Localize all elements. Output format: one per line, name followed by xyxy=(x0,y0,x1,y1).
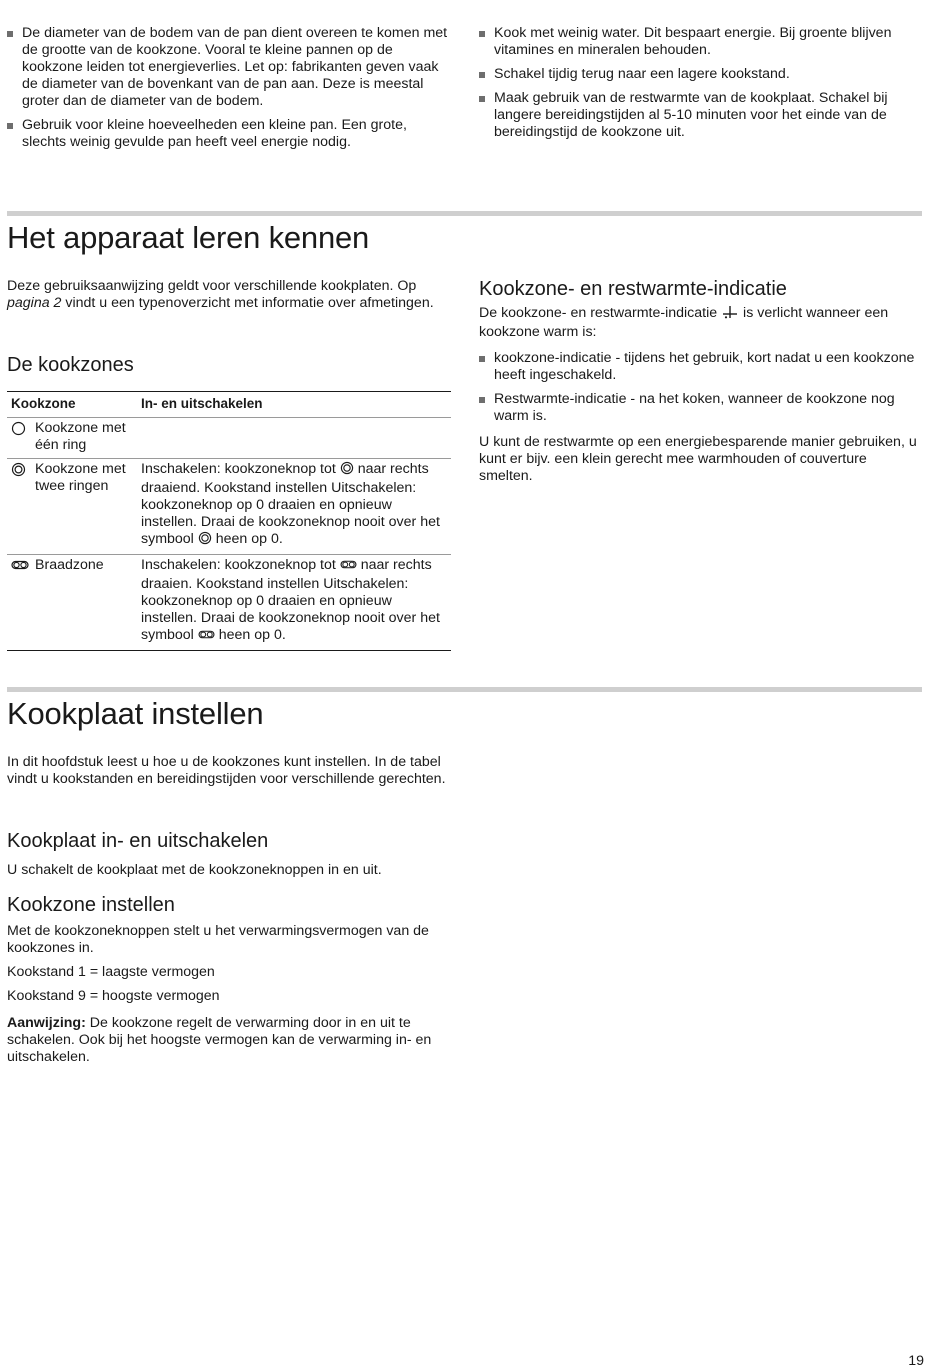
roaster-zone-icon xyxy=(11,557,35,577)
list-item: Maak gebruik van de restwarmte van de kookplaat. Schakel bij langere bereidingstijden al 5-10 minuten voor het einde van de bereidingstijd de kookzone uit. xyxy=(479,90,921,141)
level-min-line: Kookstand 1 = laagste vermogen xyxy=(7,964,215,980)
list-item: kookzone-indicatie - tijdens het gebruik, kort nadat u een kookzone heeft ingeschakeld. xyxy=(479,350,919,384)
column-header: In- en uitschakelen xyxy=(137,392,451,418)
level-max-line: Kookstand 9 = hoogste vermogen xyxy=(7,988,220,1004)
list-item: Kook met weinig water. Dit bespaart energie. Bij groente blijven vitamines en mineralen behouden. xyxy=(479,25,921,59)
onoff-heading: Kookplaat in- en uitschakelen xyxy=(7,830,269,852)
residual-heat-icon xyxy=(721,305,739,324)
zones-heading: De kookzones xyxy=(7,354,134,376)
section-title: Het apparaat leren kennen xyxy=(7,220,370,255)
onoff-paragraph: U schakelt de kookplaat met de kookzoneknoppen in en uit. xyxy=(7,862,382,878)
indicator-bullets xyxy=(479,350,919,432)
top-right-bullets xyxy=(479,25,921,148)
double-ring-icon xyxy=(198,531,212,550)
indicator-heading: Kookzone- en restwarmte-indicatie xyxy=(479,278,787,300)
double-ring-icon xyxy=(340,461,354,480)
list-item: Gebruik voor kleine hoeveelheden een kleine pan. Een grote, slechts weinig gevulde pan heeft veel energie nodig. xyxy=(7,117,449,151)
roaster-zone-icon xyxy=(340,558,357,576)
roaster-zone-icon xyxy=(198,628,215,646)
page-reference-link[interactable]: pagina 2 xyxy=(7,295,62,311)
zone-name: Kookzone met één ring xyxy=(35,420,126,453)
section-title: Kookplaat instellen xyxy=(7,696,264,731)
table-row: Kookzone met twee ringen Inschakelen: kookzoneknop tot naar rechts draaiend. Kookstand instellen Uitschakelen: kookzoneknop op 0 draaien en opnieuw instellen. Draai de kookzoneknop nooit over het symbool heen op 0. xyxy=(7,459,451,555)
zone-name: Braadzone xyxy=(35,557,104,573)
column-header: Kookzone xyxy=(7,392,137,418)
table-row xyxy=(7,418,451,459)
table-header-row xyxy=(7,392,451,418)
zone-setting-heading: Kookzone instellen xyxy=(7,894,175,916)
single-ring-icon xyxy=(11,420,35,441)
indicator-note: U kunt de restwarmte op een energiebesparende manier gebruiken, u kunt er bijv. een klein gerecht mee warmhouden of couverture smelten. xyxy=(479,434,917,484)
zones-table xyxy=(7,391,451,651)
list-item: Schakel tijdig terug naar een lagere kookstand. xyxy=(479,66,921,83)
double-ring-icon xyxy=(11,461,35,482)
note-paragraph: Aanwijzing: De kookzone regelt de verwarming door in en uit te schakelen. Ook bij het hoogste vermogen kan de verwarming in- en uitschakelen. xyxy=(7,1015,432,1065)
intro-paragraph: Deze gebruiksaanwijzing geldt voor verschillende kookplaten. Op pagina 2 vindt u een typenoverzicht met informatie over afmetingen. xyxy=(7,278,434,311)
indicator-paragraph: De kookzone- en restwarmte-indicatie is verlicht wanneer een kookzone warm is: xyxy=(479,305,889,340)
list-item: De diameter van de bodem van de pan dient overeen te komen met de grootte van de kookzone. Vooral te kleine pannen op de kookzone leiden tot energieverlies. Let op: fabrikanten geven vaak de diameter van de bovenkant van de pan aan. Deze is meestal groter dan de diameter van de bodem. xyxy=(7,25,449,110)
zone-setting-paragraph: Met de kookzoneknoppen stelt u het verwarmingsvermogen van de kookzones in. xyxy=(7,923,429,956)
table-row: Braadzone Inschakelen: kookzoneknop tot naar rechts draaien. Kookstand instellen Uitschakelen: kookzoneknop op 0 draaien en opnieuw instellen. Draai de kookzoneknop nooit over het symbool heen op 0. xyxy=(7,555,451,651)
list-item: Restwarmte-indicatie - na het koken, wanneer de kookzone nog warm is. xyxy=(479,391,919,425)
note-label: Aanwijzing: xyxy=(7,1015,86,1031)
section-divider xyxy=(7,211,922,216)
page-number: 19 xyxy=(908,1353,924,1369)
zone-name: Kookzone met twee ringen xyxy=(35,461,126,494)
section-divider xyxy=(7,687,922,692)
top-left-bullets xyxy=(7,25,449,158)
intro-paragraph: In dit hoofdstuk leest u hoe u de kookzones kunt instellen. In de tabel vindt u kookstanden en bereidingstijden voor verschillende gerechten. xyxy=(7,754,446,787)
